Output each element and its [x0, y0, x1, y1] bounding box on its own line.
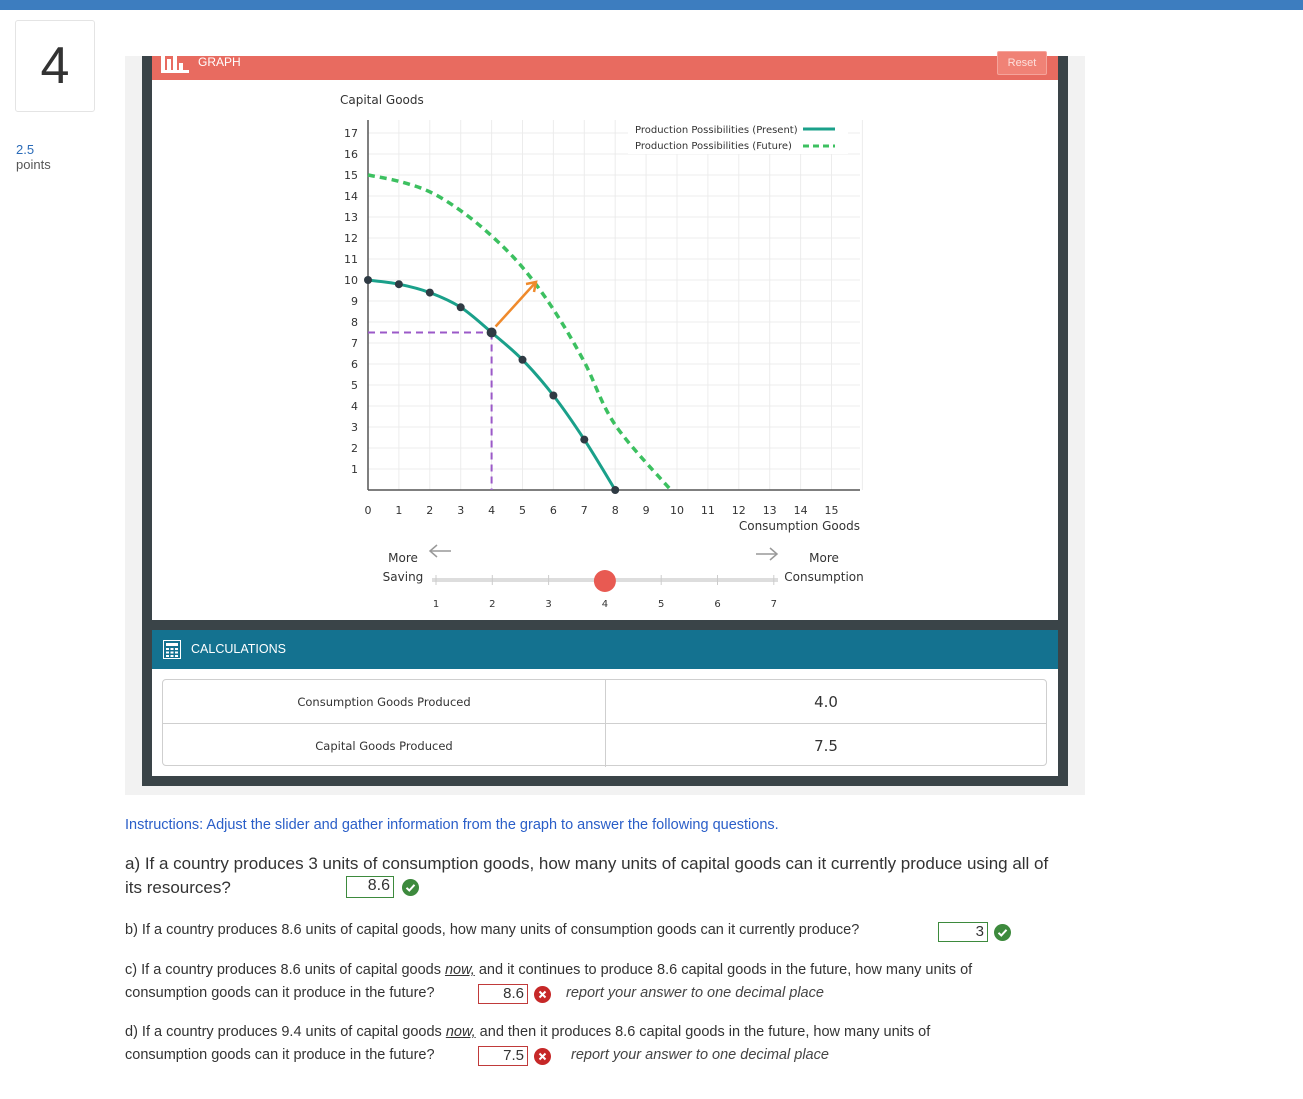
- x-tick-label: 8: [611, 504, 619, 517]
- x-tick-label: 2: [426, 504, 434, 517]
- y-axis-label: Capital Goods: [340, 93, 424, 107]
- data-point-marker: [457, 303, 465, 311]
- y-tick-label: 11: [344, 253, 358, 266]
- y-tick-label: 4: [351, 400, 358, 413]
- question-d-text-1: d) If a country produces 9.4 units of capital goods: [125, 1024, 446, 1040]
- y-tick-label: 15: [344, 169, 358, 182]
- answer-d-input[interactable]: 7.5: [478, 1046, 528, 1066]
- question-b-text: b) If a country produces 8.6 units of capital goods, how many units of consumption goods can it currently produce?: [125, 922, 860, 938]
- shift-arrow-line: [496, 282, 536, 327]
- calculations-header: [152, 630, 1058, 669]
- x-tick-label: 10: [670, 504, 684, 517]
- x-tick-label: 9: [642, 504, 650, 517]
- data-point-marker: [549, 392, 557, 400]
- slider-tick-label: 2: [489, 599, 496, 610]
- chart-legend: [628, 120, 848, 154]
- slider-tick-label: 1: [432, 599, 440, 610]
- x-tick-label: 5: [519, 504, 526, 517]
- data-point-marker: [395, 280, 403, 288]
- slider-left-label-2: Saving: [382, 570, 424, 584]
- reset-button[interactable]: Reset: [997, 51, 1047, 75]
- data-point-marker: [611, 486, 619, 494]
- chart-grid: [368, 120, 862, 490]
- slider-left-label-1: More: [388, 551, 418, 565]
- x-tick-label: 15: [824, 504, 839, 517]
- y-tick-label: 2: [351, 442, 358, 455]
- slider-tick-label: 7: [770, 599, 777, 610]
- answer-d-hint: report your answer to one decimal place: [571, 1047, 829, 1063]
- slider-right-label-2: Consumption: [784, 570, 864, 584]
- y-tick-label: 16: [344, 148, 358, 161]
- answer-b-input[interactable]: 3: [938, 922, 988, 942]
- answer-c-input[interactable]: 8.6: [478, 984, 528, 1004]
- calculations-table: [162, 679, 1047, 766]
- shift-arrow-icon: [496, 282, 536, 327]
- x-tick-label: 12: [731, 504, 746, 517]
- y-tick-labels: [344, 127, 358, 476]
- arrow-left-icon: [430, 545, 451, 557]
- calc-label-capital: Capital Goods Produced: [163, 724, 606, 767]
- y-tick-label: 13: [344, 211, 358, 224]
- question-c-text-1: c) If a country produces 8.6 units of capital goods: [125, 962, 445, 978]
- y-tick-label: 6: [351, 358, 358, 371]
- question-d-line-1: [125, 1024, 930, 1040]
- y-tick-label: 5: [351, 379, 358, 392]
- slider-tick-label: 3: [545, 599, 552, 610]
- x-tick-label: 6: [549, 504, 557, 517]
- ppf-future-line: [368, 175, 671, 490]
- x-tick-label: 1: [395, 504, 403, 517]
- question-d-text-3: consumption goods can it produce in the future?: [125, 1047, 435, 1063]
- question-d-now: now,: [445, 1024, 476, 1040]
- x-tick-label: 13: [762, 504, 777, 517]
- question-a: [125, 852, 1065, 900]
- y-tick-label: 1: [351, 463, 358, 476]
- legend-future-label: Production Possibilities (Future): [635, 141, 792, 152]
- question-number: 4: [15, 20, 95, 112]
- instructions-text: Instructions: Adjust the slider and gather information from the graph to answer the following questions.: [125, 817, 779, 833]
- slider-tick-label: 5: [658, 599, 665, 610]
- slider-area: [383, 545, 864, 610]
- points-label: points: [16, 157, 51, 172]
- y-tick-label: 9: [351, 295, 358, 308]
- data-point-marker: [580, 436, 588, 444]
- table-row: [163, 680, 1046, 724]
- x-tick-labels: [365, 504, 839, 517]
- x-tick-label: 7: [580, 504, 588, 517]
- slider-tick-label: 6: [714, 599, 721, 610]
- y-tick-label: 17: [344, 127, 358, 140]
- x-tick-label: 14: [793, 504, 808, 517]
- y-tick-label: 3: [351, 421, 358, 434]
- correct-check-icon: [402, 879, 419, 896]
- graph-title: GRAPH: [198, 55, 241, 69]
- incorrect-x-icon: [534, 1048, 551, 1065]
- question-d-text-2: and then it produces 8.6 capital goods in the future, how many units of: [475, 1024, 931, 1040]
- question-c-text-2: and it continues to produce 8.6 capital goods in the future, how many units of: [474, 962, 973, 978]
- x-tick-label: 11: [700, 504, 715, 517]
- slider-handle[interactable]: [594, 570, 616, 592]
- y-tick-label: 12: [344, 232, 358, 245]
- y-tick-label: 8: [351, 316, 358, 329]
- answer-c-hint: report your answer to one decimal place: [566, 985, 824, 1001]
- incorrect-x-icon: [534, 986, 551, 1003]
- calc-value-capital: 7.5: [814, 736, 838, 755]
- legend-present-label: Production Possibilities (Present): [635, 125, 798, 136]
- calc-value-consumption: 4.0: [814, 692, 838, 711]
- table-row: [163, 724, 1046, 767]
- question-c-text-3: consumption goods can it produce in the future?: [125, 985, 435, 1001]
- arrow-right-icon: [756, 548, 777, 560]
- slider-tick-label: 4: [601, 599, 609, 610]
- answer-a-input[interactable]: 8.6: [346, 876, 394, 898]
- x-axis-label: Consumption Goods: [738, 519, 860, 533]
- x-tick-label: 0: [364, 504, 372, 517]
- y-tick-label: 14: [344, 190, 358, 203]
- question-a-text: a) If a country produces 3 units of consumption goods, how many units of capital goods can it currently produce using all of its resources?: [125, 854, 1049, 897]
- selected-point-marker: [487, 328, 497, 338]
- slider-right-label-1: More: [809, 551, 839, 565]
- chart-series: [368, 175, 671, 490]
- data-point-marker: [426, 289, 434, 297]
- question-c-line-1: [125, 962, 972, 978]
- points-value: 2.5: [16, 142, 35, 157]
- y-tick-label: 7: [351, 337, 358, 350]
- x-tick-label: 4: [488, 504, 496, 517]
- y-tick-label: 10: [344, 274, 358, 287]
- calculations-title: CALCULATIONS: [191, 642, 286, 656]
- data-point-marker: [519, 356, 527, 364]
- data-point-marker: [364, 276, 372, 284]
- question-c-now: now,: [444, 962, 475, 978]
- calculator-icon: [163, 640, 181, 659]
- correct-check-icon: [994, 924, 1011, 941]
- calc-label-consumption: Consumption Goods Produced: [163, 680, 606, 723]
- x-tick-label: 3: [457, 504, 465, 517]
